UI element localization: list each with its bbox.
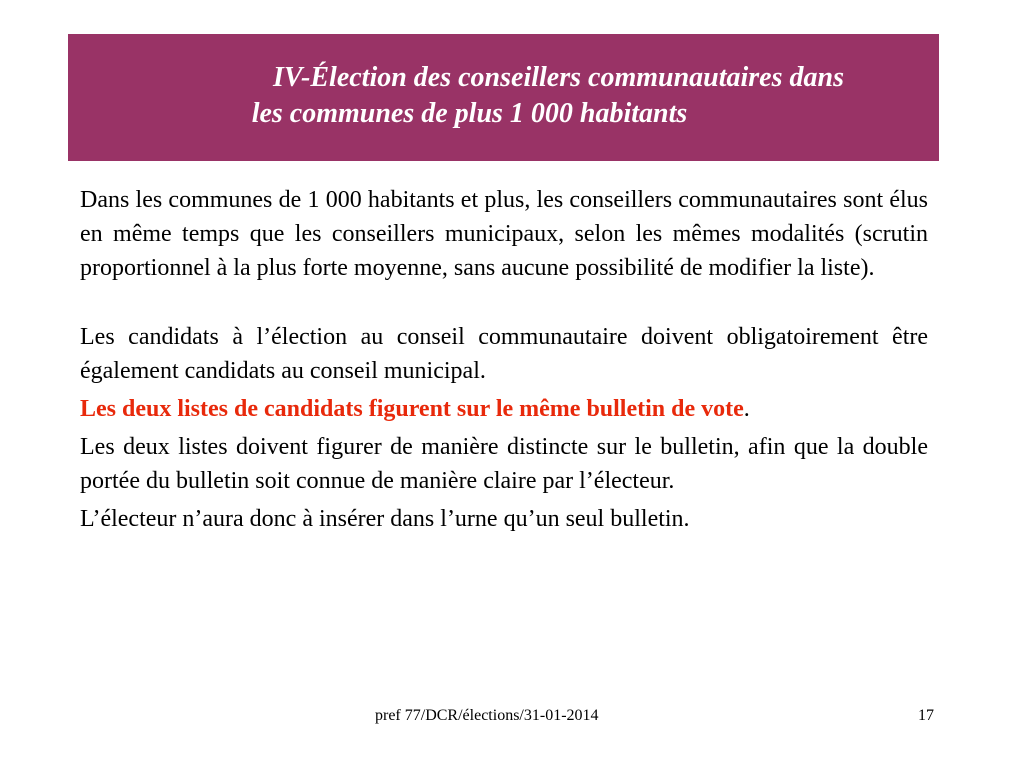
slide-body xyxy=(80,183,928,536)
paragraph-3-end: . xyxy=(743,396,750,422)
slide-title xyxy=(68,60,939,132)
paragraph-5: L’électeur n’aura donc à insérer dans l’urne qu’un seul bulletin. xyxy=(80,506,690,532)
highlight-text: Les deux listes de candidats figurent sur le même bulletin de vote xyxy=(80,396,744,422)
paragraph-1: Dans les communes de 1 000 habitants et plus, les conseillers communautaires sont élus en même temps que les conseillers municipaux, selon les mêmes modalités (scrutin proportionnel à la plus forte moyenne, sans aucune possibilité de modifier la liste). xyxy=(80,187,928,281)
paragraph-3 xyxy=(80,392,928,426)
page-number: 17 xyxy=(918,707,934,724)
paragraph-4: Les deux listes doivent figurer de manière distincte sur le bulletin, afin que la double portée du bulletin soit connue de manière claire par l’électeur. xyxy=(80,434,928,494)
footer-reference: pref 77/DCR/élections/31-01-2014 xyxy=(375,707,599,724)
paragraph-2: Les candidats à l’élection au conseil communautaire doivent obligatoirement être également candidats au conseil municipal. xyxy=(80,324,928,384)
title-band xyxy=(68,34,939,161)
slide-title-line2: les communes de plus 1 000 habitants xyxy=(251,98,688,129)
slide-title-line1: IV-Élection des conseillers communautaires dans xyxy=(273,62,844,93)
